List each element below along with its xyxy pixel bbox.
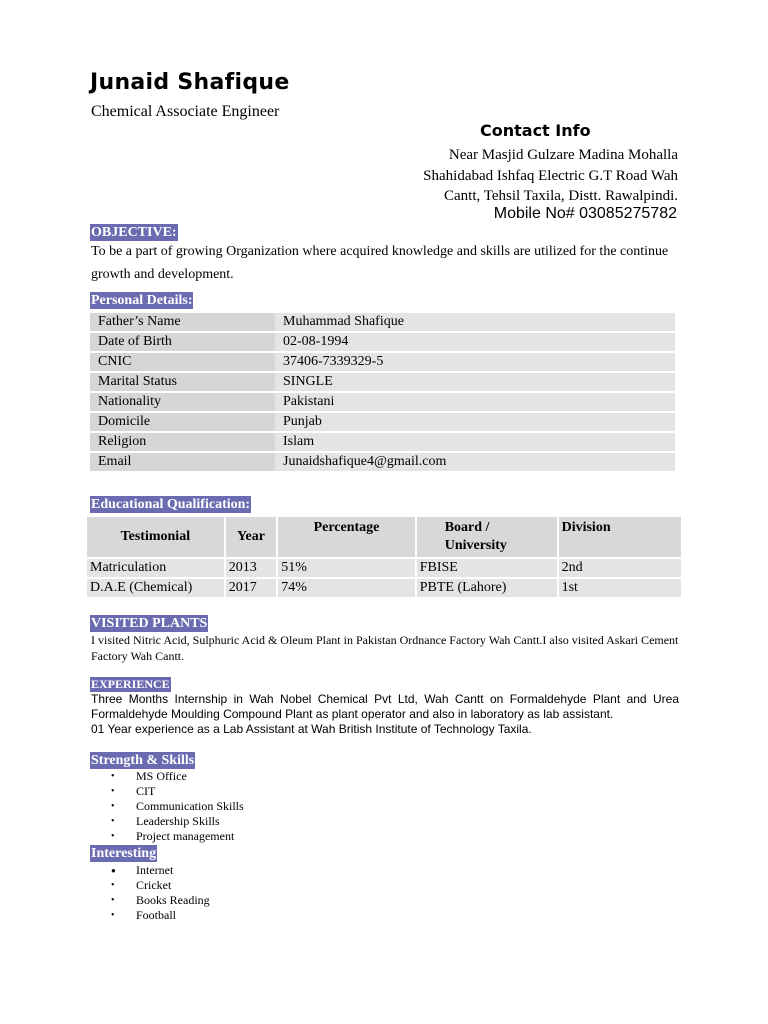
table-row: [87, 559, 681, 577]
cell-percentage: 74%: [278, 579, 414, 597]
row-value: Muhammad Shafique: [275, 313, 675, 331]
row-label: Marital Status: [90, 373, 203, 391]
table-row: [90, 413, 675, 431]
experience-heading: EXPERIENCE: [91, 677, 170, 691]
row-label: Domicile: [90, 413, 203, 431]
interests-list: [104, 863, 210, 923]
experience-text-2: 01 Year experience as a Lab Assistant at Wah British Institute of Technology Taxila.: [91, 722, 532, 736]
table-row: [90, 373, 675, 391]
objective-text: To be a part of growing Organization where acquired knowledge and skills are utilized for the continue growth and development.: [91, 244, 669, 282]
column-header: Year: [226, 517, 277, 557]
row-label: Religion: [90, 433, 203, 451]
list-item: • Communication Skills: [104, 799, 244, 814]
cell-division: 1st: [559, 579, 681, 597]
visited-plants-text: I visited Nitric Acid, Sulphuric Acid & Oleum Plant in Pakistan Ordnance Factory Wah Cantt.I also visited Askari Cement Factory Wah Cantt.: [91, 633, 679, 663]
list-item: ● Internet: [104, 863, 210, 878]
row-value: Punjab: [275, 413, 675, 431]
list-item: • CIT: [104, 784, 244, 799]
row-value: Islam: [275, 433, 675, 451]
list-item: • Project management: [104, 829, 244, 844]
address-line: Near Masjid Gulzare Madina Mohalla: [448, 147, 678, 163]
row-value: 02-08-1994: [275, 333, 675, 351]
list-item: • Leadership Skills: [104, 814, 244, 829]
row-label: Nationality: [90, 393, 203, 411]
row-label: Father’s Name: [90, 313, 203, 331]
education-heading: Educational Qualification:: [91, 497, 251, 512]
address-line: Shahidabad Ishfaq Electric G.T Road Wah: [423, 167, 678, 184]
cell-year: 2017: [226, 579, 277, 597]
row-value: 37406-7339329-5: [275, 353, 675, 371]
experience-text: Three Months Internship in Wah Nobel Chemical Pvt Ltd, Wah Cantt on Formaldehyde Plant and Urea Formaldehyde Moulding Compound Plant as plant operator and also in laboratory as lab assistant.: [91, 692, 679, 721]
table-row: [90, 333, 675, 351]
row-value: SINGLE: [275, 373, 675, 391]
row-label: CNIC: [90, 353, 203, 371]
cell-testimonial: D.A.E (Chemical): [87, 579, 224, 597]
column-header: Board / University: [417, 517, 557, 557]
interests-heading: Interesting: [91, 846, 157, 861]
list-item: • Books Reading: [104, 893, 210, 908]
table-row: [90, 393, 675, 411]
table-row: [90, 453, 675, 471]
objective-heading: OBJECTIVE:: [91, 225, 177, 240]
visited-plants-heading: VISITED PLANTS: [91, 616, 208, 631]
table-row: [90, 433, 675, 451]
skills-heading: Strength & Skills: [91, 753, 195, 768]
cell-year: 2013: [226, 559, 277, 577]
cell-percentage: 51%: [278, 559, 414, 577]
table-header-row: [87, 517, 681, 557]
email-value[interactable]: Junaidshafique4@gmail.com: [275, 453, 675, 471]
cell-testimonial: Matriculation: [87, 559, 224, 577]
skills-list: [104, 769, 244, 844]
cell-board: PBTE (Lahore): [417, 579, 557, 597]
table-row: [90, 313, 675, 331]
row-label: Email: [90, 453, 203, 471]
education-table: [85, 515, 683, 599]
list-item: • Football: [104, 908, 210, 923]
personal-details-table: [90, 311, 675, 473]
table-row: [87, 579, 681, 597]
personal-details-heading: Personal Details:: [91, 293, 193, 308]
job-title: Chemical Associate Engineer: [91, 103, 280, 120]
row-label: Date of Birth: [90, 333, 203, 351]
cell-division: 2nd: [559, 559, 681, 577]
column-header: Division: [559, 517, 681, 557]
column-header: Percentage: [278, 517, 414, 557]
contact-heading: Contact Info: [480, 121, 591, 140]
column-header: Testimonial: [87, 517, 224, 557]
row-value: Pakistani: [275, 393, 675, 411]
mobile-number: Mobile No# 03085275782: [493, 205, 677, 222]
list-item: • MS Office: [104, 769, 244, 784]
address-line: Cantt, Tehsil Taxila, Distt. Rawalpindi.: [444, 188, 678, 204]
cell-board: FBISE: [417, 559, 557, 577]
contact-address: [423, 145, 678, 207]
table-row: [90, 353, 675, 371]
candidate-name: Junaid Shafique: [90, 70, 290, 95]
list-item: • Cricket: [104, 878, 210, 893]
